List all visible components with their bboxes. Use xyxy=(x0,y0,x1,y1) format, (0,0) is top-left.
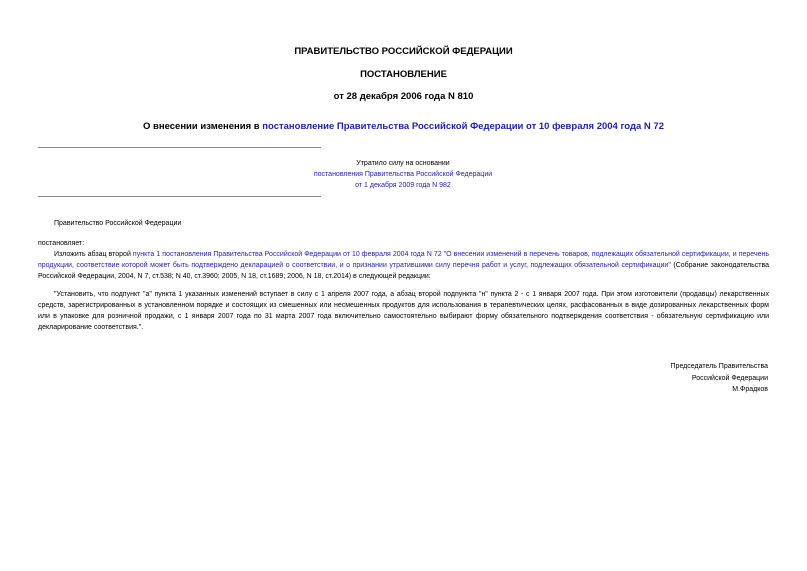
amended-clause-link[interactable]: пункта 1 постановления Правительства Российской Федерации от 10 февраля 2004 года N 72 "О внесении изменений в перечень товаров, подлежащих обязательной сертификации, и перечень продукции, соответствие которой может быть подтверждено декларацией о соответствии, и о признании утратившими силу перечня работ и услуг, подлежащих обязательной сертификации" xyxy=(38,251,770,269)
signatory-position: Председатель Правительства xyxy=(670,363,768,370)
lost-force-link-line1[interactable]: постановления Правительства Российской Федерации xyxy=(313,171,493,178)
paragraph-amendment xyxy=(38,249,769,282)
lost-force-note xyxy=(290,158,516,191)
title-prefix: О внесении изменения в xyxy=(142,121,263,132)
paragraph-new-wording: "Установить, что подпункт "а" пункта 1 указанных изменений вступает в силу с 1 апреля 2007 года, а абзац второй подпункта "н" пункта 2 - с 1 января 2007 года. При этом изготовители (продавцы) лекарственных средств, зарегистрированных в установленном порядке и состоящих из смешенных или несмешенных продуктов для использования в терапевтических целях, расфасованных в виде дозированных лекарственных форм или в упаковке для розничной продажи, с 1 января 2007 года по 31 марта 2007 года включительно самостоятельно выбирают форму обязательного подтверждения соответствия - обязательную сертификацию или декларирование соответствия.". xyxy=(38,291,769,331)
title-amended-act-link[interactable]: постановление Правительства Российской Федерации от 10 февраля 2004 года N 72 xyxy=(262,121,664,132)
document-date-number: от 28 декабря 2006 года N 810 xyxy=(333,91,474,102)
issuer-line: Правительство Российской Федерации xyxy=(54,220,182,227)
signatory-name: М.Фрадков xyxy=(732,386,768,393)
lost-force-text: Утратило силу на основании xyxy=(356,160,450,167)
signatory-country: Российской Федерации xyxy=(691,374,768,382)
lost-force-link-line2[interactable]: от 1 декабря 2009 года N 982 xyxy=(355,182,451,189)
government-heading: ПРАВИТЕЛЬСТВО РОССИЙСКОЙ ФЕДЕРАЦИИ xyxy=(294,46,513,57)
document-title xyxy=(0,121,807,133)
resolves-line: постановляет: xyxy=(38,240,85,247)
paragraph-amendment-source: (Собрание законодательства Российской Федерации, 2004, N 7, ст.538; N 40, ст.3960; 2005, N 18, ст.1689; 2006, N 18, ст.2014) в следующей редакции: xyxy=(38,262,769,280)
separator-top xyxy=(38,147,321,148)
signature-block xyxy=(600,361,768,396)
paragraph-amendment-start: Изложить абзац второй xyxy=(54,251,133,258)
document-type-heading: ПОСТАНОВЛЕНИЕ xyxy=(360,69,447,80)
separator-bottom xyxy=(38,196,321,197)
